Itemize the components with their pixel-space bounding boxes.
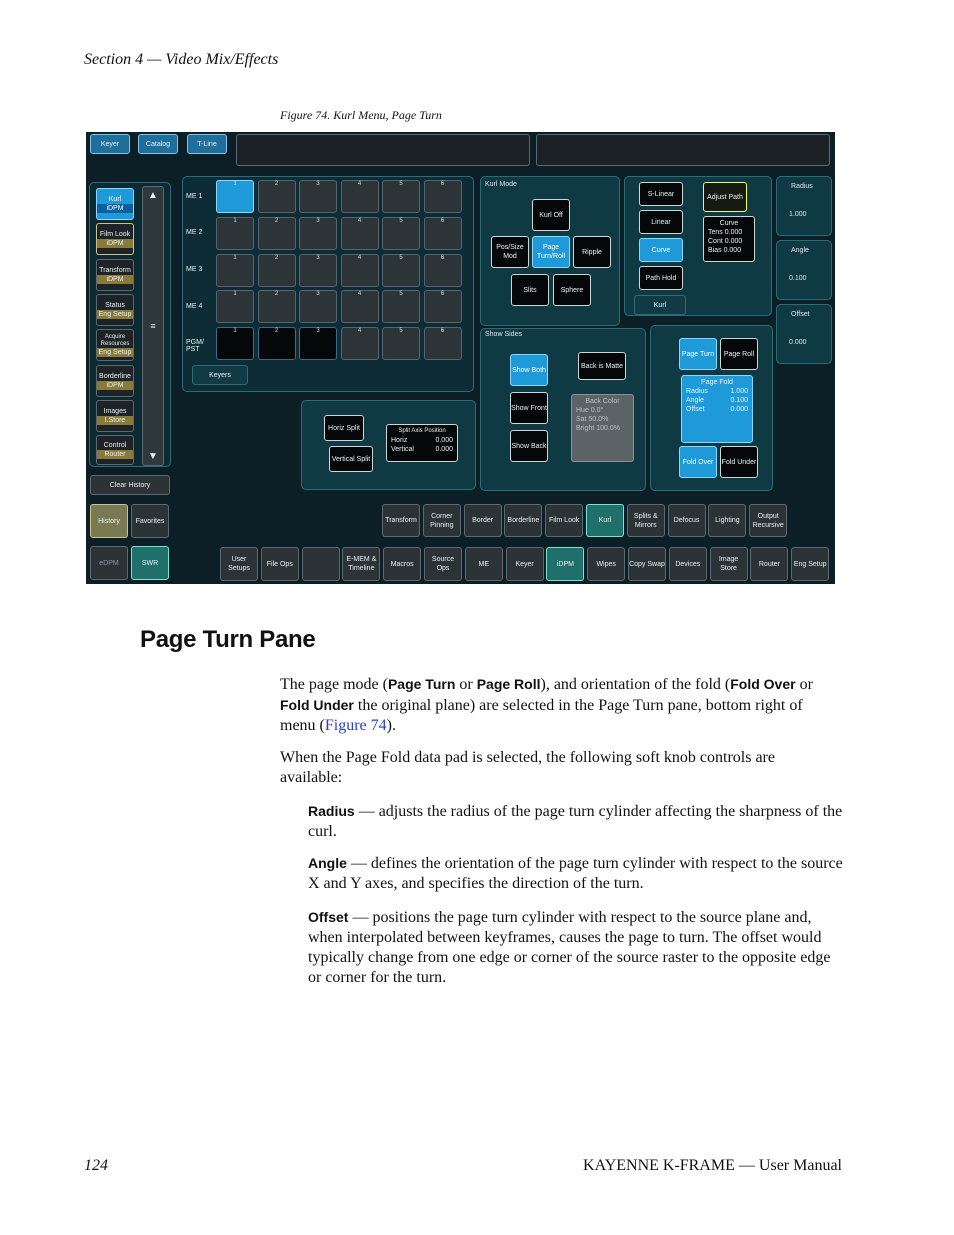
scroll-grip-icon[interactable]: ≡: [150, 320, 156, 331]
knob-angle-value: 0.100: [789, 275, 807, 282]
keyer-cell[interactable]: [258, 217, 296, 250]
keyer-cell-number: 5: [399, 181, 403, 187]
path-hold-button[interactable]: Path Hold: [639, 266, 683, 290]
slits-button[interactable]: Slits: [511, 274, 549, 306]
keyer-cell[interactable]: [382, 180, 420, 213]
keyword-fold-over: Fold Over: [730, 676, 796, 692]
keyer-cell-number: 6: [440, 328, 445, 335]
keyer-cell-number: 5: [399, 217, 403, 224]
effect-tab[interactable]: Border: [464, 504, 502, 537]
body-paragraph-1: The page mode (Page Turn or Page Roll), and orientation of the fold (Fold Over or Fold Under the original plane) are selected in the Page Turn pane, bottom right of menu (Figure 74).: [280, 676, 813, 734]
vertical-split-button[interactable]: Vertical Split: [329, 446, 373, 472]
left-menu-label: Kurl: [108, 196, 122, 203]
term-offset: Offset: [308, 909, 349, 925]
keyer-cell-number: 5: [399, 291, 403, 298]
keyer-cell-number: 1: [233, 217, 237, 224]
left-menu-kurl[interactable]: [96, 188, 134, 220]
back-is-matte-button[interactable]: Back is Matte: [578, 352, 626, 380]
keyer-cell[interactable]: [424, 180, 462, 213]
s-linear-button[interactable]: S-Linear: [639, 182, 683, 206]
show-sides-title: Show Sides: [485, 331, 522, 338]
left-menu-label: Transform: [99, 267, 131, 274]
body-paragraph-2: When the Page Fold data pad is selected, the following soft knob controls are available:: [280, 749, 775, 786]
bottom-tab[interactable]: E-MEM & Timeline: [342, 547, 380, 581]
keyer-cell-number: 2: [274, 181, 279, 187]
page-fold-row: Radius 1.000: [686, 388, 748, 395]
keyer-cell-number: 4: [357, 254, 362, 261]
curve-pad-row: Tens 0.000: [708, 229, 743, 236]
kurl-off-button[interactable]: Kurl Off: [532, 199, 570, 231]
bottom-tab[interactable]: Source Ops: [424, 547, 462, 581]
me-row-label: ME 3: [186, 266, 203, 273]
curve-pad-title: Curve: [719, 220, 739, 227]
effect-tab[interactable]: Splits & Mirrors: [627, 504, 665, 537]
clear-history-button[interactable]: Clear History: [90, 475, 170, 495]
keyer-cell[interactable]: [216, 217, 254, 250]
keyer-cell[interactable]: [341, 254, 379, 287]
left-menu-sub: I.Store: [97, 416, 133, 425]
curve-pad-row: Bias 0.000: [708, 247, 742, 254]
left-menu-sub: Router: [97, 450, 133, 459]
split-pad-row: Vertical 0.000: [391, 446, 453, 453]
keyer-cell-number: 2: [274, 254, 279, 261]
page-fold-row: Angle 0.100: [686, 397, 748, 404]
bottom-tab[interactable]: Macros: [383, 547, 421, 581]
page-fold-title: Page Fold: [701, 379, 733, 386]
back-color-data-pad[interactable]: [571, 394, 634, 462]
bottom-tab[interactable]: Copy Swap: [628, 547, 666, 581]
effect-tab[interactable]: Defocus: [668, 504, 706, 537]
left-menu-sub: Eng Setup: [98, 348, 132, 356]
keyer-cell[interactable]: [258, 254, 296, 287]
split-pad-row: Horiz 0.000: [391, 437, 453, 444]
figure-caption: Figure 74. Kurl Menu, Page Turn: [280, 108, 442, 122]
left-menu-sub: iDPM: [97, 381, 133, 390]
back-color-row: Sat 50.0%: [576, 416, 609, 423]
show-back-button[interactable]: Show Back: [510, 430, 548, 462]
knob-angle-label: Angle: [791, 247, 809, 254]
page-number: 124: [84, 1157, 108, 1174]
curve-button[interactable]: Curve: [639, 238, 683, 262]
left-menu-label: Acquire Resources: [100, 333, 130, 347]
effect-tab[interactable]: Film Look: [545, 504, 583, 537]
fold-over-button[interactable]: Fold Over: [679, 446, 717, 478]
page-fold-data-pad[interactable]: [681, 375, 753, 443]
pos-size-mod-button[interactable]: Pos/Size Mod: [491, 236, 529, 268]
bottom-tab[interactable]: File Ops: [261, 547, 299, 581]
keyer-cell-number: 3: [316, 217, 320, 224]
keyer-cell[interactable]: [382, 254, 420, 287]
definition-angle: Angle — defines the orientation of the page turn cylinder with respect to the source X and Y axes, and specifies the direction of the turn.: [308, 855, 843, 892]
keyer-cell[interactable]: [258, 327, 296, 360]
left-menu-label: Borderline: [99, 373, 131, 380]
figure-link[interactable]: Figure 74: [324, 717, 387, 734]
top-tab-catalog[interactable]: Catalog: [138, 134, 178, 154]
left-menu-sub: iDPM: [97, 204, 133, 213]
keyword-page-roll: Page Roll: [476, 676, 541, 692]
knob-angle-pane[interactable]: [776, 240, 832, 300]
keyer-cell[interactable]: [299, 217, 337, 250]
keyer-cell-number: 3: [316, 181, 320, 187]
back-color-title: Back Color: [585, 398, 620, 405]
left-menu-control[interactable]: [96, 435, 134, 465]
keyer-cell-number: 6: [440, 291, 445, 298]
top-tab-keyer[interactable]: Keyer: [90, 134, 130, 154]
keyer-cell[interactable]: [341, 327, 379, 360]
left-menu-label: Status: [105, 302, 125, 309]
knob-radius-label: Radius: [791, 183, 813, 190]
bottom-tab[interactable]: Wipes: [587, 547, 625, 581]
keyer-cell[interactable]: [382, 217, 420, 250]
keyer-cell-number: 1: [233, 291, 237, 298]
top-blank-b: [536, 134, 830, 166]
left-menu-acquire-resources[interactable]: [96, 329, 134, 361]
page-roll-button[interactable]: Page Roll: [720, 338, 758, 370]
keyer-cell-number: 5: [399, 254, 403, 261]
sphere-button[interactable]: Sphere: [553, 274, 591, 306]
keyer-cell[interactable]: [216, 327, 254, 360]
term-radius: Radius: [308, 803, 355, 819]
me-row-label: PGM/ PST: [186, 339, 204, 353]
keyer-cell[interactable]: [424, 217, 462, 250]
keyer-cell-number: 2: [274, 291, 279, 298]
keyers-tab[interactable]: Keyers: [192, 365, 248, 385]
definition-radius: Radius — adjusts the radius of the page turn cylinder affecting the sharpness of the curl.: [308, 803, 843, 840]
keyer-cell[interactable]: [341, 180, 379, 213]
keyer-cell[interactable]: [299, 180, 337, 213]
effect-tab[interactable]: Output Recursive: [749, 504, 787, 537]
keyer-cell-number: 4: [357, 181, 362, 187]
left-menu-sub: iDPM: [97, 275, 133, 284]
split-axis-data-pad[interactable]: [386, 424, 458, 462]
bottom-tab[interactable]: Image Store: [710, 547, 748, 581]
bottom-tab[interactable]: iDPM: [546, 547, 584, 581]
keyer-cell[interactable]: [258, 290, 296, 323]
me-row-label: ME 1: [186, 193, 203, 200]
knob-offset-value: 0.000: [789, 339, 807, 346]
keyer-cell-number: 5: [399, 328, 403, 335]
show-front-button[interactable]: Show Front: [510, 392, 548, 424]
bottom-tab[interactable]: Eng Setup: [791, 547, 829, 581]
curve-pad-row: Cont 0.000: [708, 238, 743, 245]
me-row-label: ME 4: [186, 303, 203, 310]
scroll-up-icon[interactable]: ▲: [148, 190, 158, 201]
keyer-cell[interactable]: [341, 217, 379, 250]
keyer-cell-number: 4: [357, 328, 362, 335]
left-menu-sub: iDPM: [97, 239, 133, 248]
keyer-cell[interactable]: [216, 180, 254, 213]
section-header: Section 4 — Video Mix/Effects: [84, 51, 279, 68]
fold-under-button[interactable]: Fold Under: [720, 446, 758, 478]
back-color-row: Bright 100.0%: [576, 425, 620, 432]
keyer-cell-number: 4: [357, 217, 362, 224]
left-menu-transform[interactable]: [96, 259, 134, 291]
effect-tab[interactable]: Lighting: [708, 504, 746, 537]
keyer-cell-number: 3: [316, 328, 320, 335]
bottom-tab[interactable]: Keyer: [506, 547, 544, 581]
favorites-button[interactable]: Favorites: [131, 504, 169, 538]
keyer-cell-number: 1: [233, 328, 237, 335]
keyer-cell[interactable]: [258, 180, 296, 213]
keyer-cell-number: 1: [233, 181, 237, 187]
keyer-cell[interactable]: [216, 290, 254, 323]
keyer-cell-number: 3: [316, 291, 320, 298]
section-title: Page Turn Pane: [140, 626, 316, 653]
effect-tab[interactable]: Borderline: [504, 504, 542, 537]
swr-button[interactable]: SWR: [131, 546, 169, 580]
keyer-cell[interactable]: [299, 290, 337, 323]
left-menu-label: Images: [103, 408, 127, 415]
back-color-row: Hue 0.0°: [576, 407, 604, 414]
footer-title: KAYENNE K-FRAME — User Manual: [583, 1157, 842, 1174]
bottom-tab[interactable]: Router: [750, 547, 788, 581]
keyer-cell-number: 3: [316, 254, 320, 261]
left-menu-label: Control: [103, 442, 127, 449]
effect-tab[interactable]: Corner Pinning: [423, 504, 461, 537]
keyer-cell[interactable]: [382, 290, 420, 323]
knob-offset-label: Offset: [791, 311, 810, 318]
keyer-cell[interactable]: [216, 254, 254, 287]
bottom-tab[interactable]: [302, 547, 340, 581]
left-menu-label: Film Look: [99, 231, 131, 238]
effect-tab[interactable]: Transform: [382, 504, 420, 537]
linear-button[interactable]: Linear: [639, 210, 683, 234]
keyer-cell[interactable]: [424, 327, 462, 360]
keyer-cell-number: 1: [233, 254, 237, 261]
keyer-cell[interactable]: [299, 254, 337, 287]
show-both-button[interactable]: Show Both: [510, 354, 548, 386]
effect-tab[interactable]: Kurl: [586, 504, 624, 537]
page-turn-roll-button[interactable]: Page Turn/Roll: [532, 236, 570, 268]
scroll-down-icon[interactable]: ▼: [148, 451, 158, 462]
top-blank-a: [236, 134, 530, 166]
keyer-cell-number: 6: [440, 181, 445, 187]
keyer-cell[interactable]: [382, 327, 420, 360]
keyer-cell-number: 2: [274, 328, 279, 335]
keyer-cell-number: 6: [440, 254, 445, 261]
left-menu-sub: Eng Setup: [98, 311, 132, 318]
keyer-cell-number: 2: [274, 217, 279, 224]
bottom-tab[interactable]: User Setups: [220, 547, 258, 581]
top-tab-t-line[interactable]: T-Line: [187, 134, 227, 154]
ripple-button[interactable]: Ripple: [573, 236, 611, 268]
split-pad-title: Split Axis Position: [398, 428, 446, 434]
page-fold-row: Offset 0.000: [686, 406, 748, 413]
me-row-label: ME 2: [186, 229, 203, 236]
kurl-path-tab[interactable]: Kurl: [634, 295, 686, 315]
keyword-page-turn: Page Turn: [387, 676, 456, 692]
kurl-mode-title: Kurl Mode: [485, 181, 517, 188]
keyword-fold-under: Fold Under: [280, 697, 354, 713]
knob-radius-value: 1.000: [789, 211, 807, 218]
page-turn-button[interactable]: Page Turn: [679, 338, 717, 370]
left-menu-film-look[interactable]: [96, 223, 134, 255]
menu-scrollbar[interactable]: [142, 186, 164, 466]
keyer-cell-number: 6: [440, 217, 445, 224]
left-menu-borderline[interactable]: [96, 365, 134, 397]
history-button[interactable]: History: [90, 504, 128, 538]
keyer-cell[interactable]: [341, 290, 379, 323]
knob-offset-pane[interactable]: [776, 304, 832, 364]
kurl-menu-screenshot: [86, 132, 835, 584]
knob-radius-pane[interactable]: [776, 176, 832, 236]
keyer-cell[interactable]: [299, 327, 337, 360]
keyer-cell[interactable]: [424, 254, 462, 287]
bottom-tab[interactable]: ME: [465, 547, 503, 581]
left-menu-status[interactable]: [96, 294, 134, 326]
curve-data-pad[interactable]: [703, 216, 755, 262]
horiz-split-button[interactable]: Horiz Split: [324, 415, 364, 441]
definition-offset: Offset — positions the page turn cylinder with respect to the source plane and, when interpolated between keyframes, causes the page to turn. The offset would typically change from one edge or corner of the source raster to the opposite edge or corner for the turn.: [308, 909, 831, 986]
keyer-cell[interactable]: [424, 290, 462, 323]
left-menu-images[interactable]: [96, 400, 134, 432]
edpm-button[interactable]: eDPM: [90, 546, 128, 580]
adjust-path-button[interactable]: Adjust Path: [703, 182, 747, 212]
bottom-tab[interactable]: Devices: [669, 547, 707, 581]
keyer-cell-number: 4: [357, 291, 362, 298]
term-angle: Angle: [308, 855, 347, 871]
